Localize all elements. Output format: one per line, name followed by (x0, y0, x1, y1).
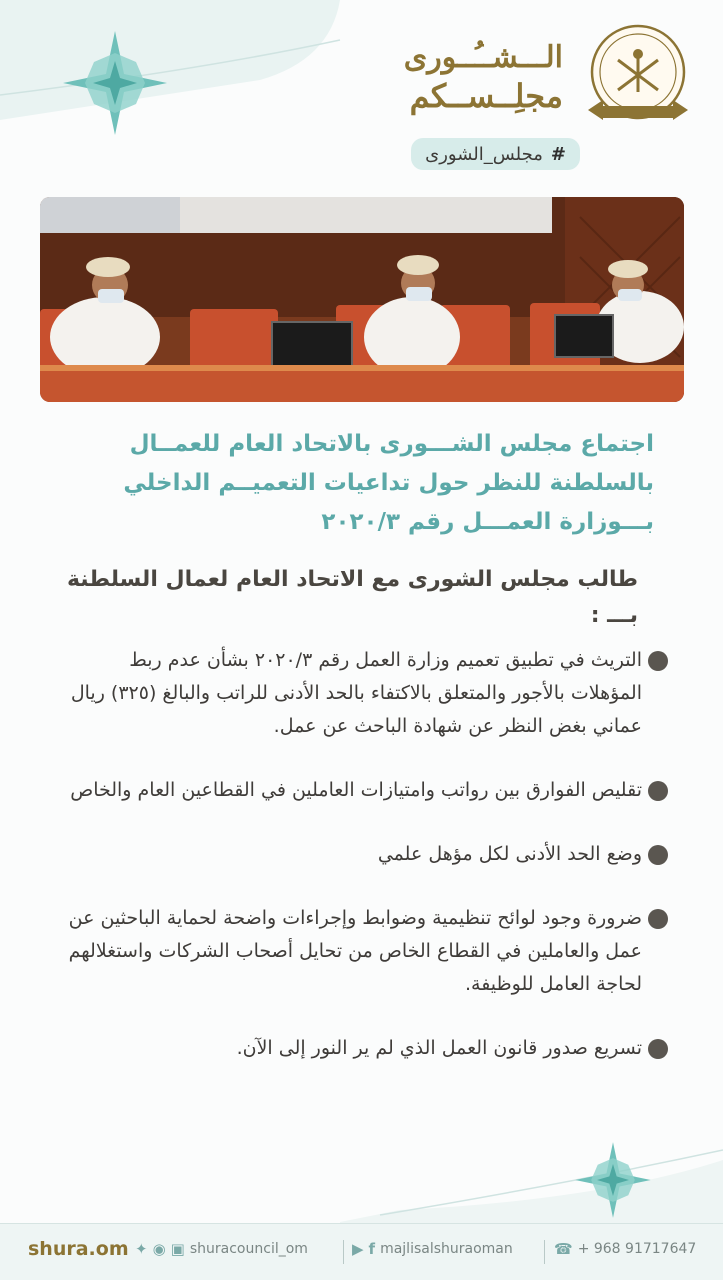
bullet-icon (648, 909, 668, 929)
hashtag-text: مجلس_الشورى (425, 143, 543, 165)
website-link[interactable]: shura.om (28, 1238, 129, 1260)
youtube-icon[interactable]: ▶ (352, 1240, 364, 1258)
headline: اجتماع مجلس الشـــورى بالاتحاد العام للعمــال بالسلطنة للنظر حول تداعيات التعميــم الداخلي بـــوزارة العمـــل رقم ٢٠٢٠/٣ (123, 431, 654, 535)
star-ornament-top (60, 28, 170, 138)
twitter-icon[interactable]: ✦ (135, 1240, 148, 1258)
list-item-text: تسريع صدور قانون العمل الذي لم ير النور إلى الآن. (236, 1037, 642, 1059)
handle-text-2[interactable]: majlisalshuraoman (380, 1241, 513, 1257)
shura-wordmark (404, 40, 563, 115)
list-item-text: التريث في تطبيق تعميم وزارة العمل رقم ٢٠٢٠/٣ بشأن عدم ربط المؤهلات بالأجور والمتعلق بالاكتفاء بالحد الأدنى للراتب والبالغ (٣٢٥) ريال عماني بغض النظر عن شهادة الباحث عن عمل. (70, 649, 642, 737)
phone-text[interactable]: + 968 91717647 (577, 1241, 697, 1257)
social-group-1[interactable] (135, 1240, 308, 1258)
facebook-icon[interactable]: f (368, 1240, 376, 1258)
list-item (58, 902, 670, 1001)
star-ornament-bottom (573, 1140, 653, 1220)
wordmark-line-2: مجلِــســكم (409, 77, 563, 115)
bullet-icon (648, 845, 668, 865)
list-item (58, 1032, 670, 1065)
bullet-icon (648, 1039, 668, 1059)
bullet-icon (648, 651, 668, 671)
list-item (58, 644, 670, 743)
whatsapp-icon[interactable]: ☎ (554, 1240, 573, 1258)
wordmark-line-1: الـــشــُــورى (403, 40, 563, 75)
shura-council-emblem (583, 20, 693, 130)
meeting-photo (40, 197, 684, 402)
footer (0, 1223, 723, 1280)
instagram-icon[interactable]: ▣ (170, 1240, 185, 1258)
list-item-text: وضع الحد الأدنى لكل مؤهل علمي (377, 843, 642, 865)
list-item-text: ضرورة وجود لوائح تنظيمية وضوابط وإجراءات واضحة لحماية الباحثين عن عمل والعاملين في القطاع الخاص من تحايل أصحاب الشركات واستغلالهم لحاجة العامل للوظيفة. (68, 907, 642, 995)
bullet-icon (648, 781, 668, 801)
list-item (58, 774, 670, 807)
phone-group[interactable] (554, 1240, 696, 1258)
hash-symbol: # (550, 143, 566, 165)
list-item (58, 838, 670, 871)
subheading: طالب مجلس الشورى مع الاتحاد العام لعمال السلطنة بـــ : (66, 567, 638, 628)
snapchat-icon[interactable]: ◉ (152, 1240, 166, 1258)
footer-divider (544, 1240, 545, 1264)
social-group-2[interactable] (352, 1240, 513, 1258)
footer-divider (343, 1240, 344, 1264)
list-item-text: تقليص الفوارق بين رواتب وامتيازات العاملين في القطاعين العام والخاص (70, 779, 642, 801)
demands-list (58, 644, 670, 1065)
handle-text-1[interactable]: shuracouncil_om (189, 1241, 308, 1257)
hashtag-pill (411, 138, 580, 170)
